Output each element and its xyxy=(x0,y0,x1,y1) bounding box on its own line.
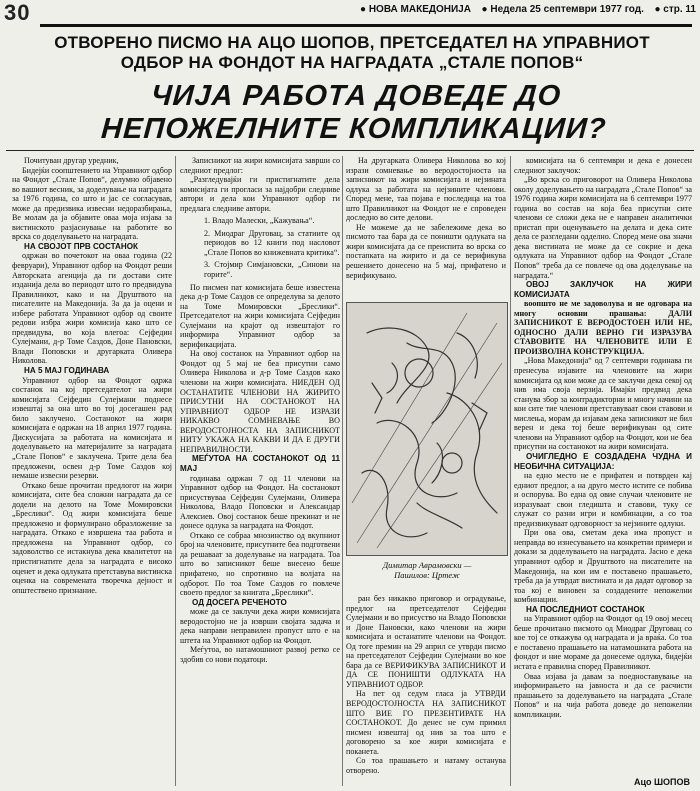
list-item: 3. Стојмир Симјановски, „Синови на горите“. xyxy=(204,260,340,280)
subheading: НА СВОЈОТ ПРВ СОСТАНОК xyxy=(24,241,138,251)
paragraph: Со тоа прашањето и натаму останува отворено. xyxy=(346,756,506,775)
author-signature: Ацо ШОПОВ xyxy=(633,777,690,787)
paragraph: годинава одржан 7 од 11 членови на Управниот одбор на Фондот. На состанокот присуствуваа Сејфедин Сулејмани, Оливера Николова, Владо Поповски и Александар Алексиев. Овој состанок беше прекинат и не донесе одлука за наградата на Фондот. xyxy=(180,473,340,531)
column-divider xyxy=(342,156,343,786)
column-divider xyxy=(510,156,511,786)
list-item: 1. Владо Малески, „Кажувања“. xyxy=(204,216,315,226)
page-number: 30 xyxy=(4,0,31,25)
paragraph: „Во врска со приговорот на Оливера Николова околу доделувањето на наградата „Стале Попов“ за 1976 година жири комисијата на 6 септември 1977 година во состав на која беа присутни сите членови се сложи дека не е направен аналитички пристап при оценувањето на делата и дека сите дела се разгледани одделно. Според мене ова значи дека вистината не може да се сокрие и дека одлуката на Управниот одбор на Фондот „Стале Попов“ треба да се повлече од ова доделување на наградата.“ xyxy=(514,175,692,280)
list-item: 2. Миодраг Друговац, за статиите од периодов во 12 книги под насловот „Стале Попов во книжевната критика“. xyxy=(204,228,340,257)
paragraph: воопшто не ме задоволува и не одговара на многу основни прашања: ДАЛИ ЗАПИСНИКОТ Е ВЕРОДОСТОЕН ИЛИ НЕ, ОДНОСНО ДАЛИ ВЕРНО ГИ ИЗРАЗУВА СТАВОВИТЕ НА ЧЛЕНОВИТЕ ИЛИ Е ПРОИЗВОЛНА КОНСТРУКЦИЈА. xyxy=(514,299,692,356)
paragraph: Меѓутоа, во натамошниот развој ретко се здобив со нови податоци. xyxy=(180,645,340,664)
paragraph: На овој состанок на Управниот одбор на Фондот од 5 мај не беа присутни само Оливера Николова и д-р Томе Саздов како членови на жири комисијата. НИЕДЕН ОД ОСТАНАТИТЕ ЧЛЕНОВИ НА ЖИРИТО ПРИСУТНИ НА СОСТАНОКОТ НА УПРАВНИОТ ОДБОР НЕ ИЗРАЗИ НИКАКВО СОМНЕВАЊЕ ВО ВЕРОДОСТОЈНОСТА НА ЗАПИСНИКОТ НИТУ УКАЖА НА КАКВИ И ДА Е ДРУГИ НЕПРАВИЛНОСТИ. xyxy=(180,349,340,454)
paragraph: Оваа изјава ја давам за поедноставување на информирањето на јавноста и да се расчисти прашањето за доделувањето на наградата „Стале Попов“ и на чија работа доведе до непожелни компликации. xyxy=(514,671,692,719)
subheading: ОВОЈ ЗАКЛУЧОК НА ЖИРИ КОМИСИЈАТА xyxy=(514,280,692,299)
paragraph: Не можеме да не забележиме дека во писмото таа бара да се поништи одлуката на жири комисијата да се преиспита во врска со постапката на жирито и да се верификува решението донесено на 5 мај, прифатено и верификувано. xyxy=(346,222,506,280)
subheading: ОД ДОСЕГА РЕЧЕНОТО xyxy=(192,597,287,607)
newspaper-name: ● НОВА МАКЕДОНИЈА xyxy=(360,4,471,15)
illustration-drawing xyxy=(346,302,508,556)
subheading: МЕЃУТОА НА СОСТАНОКОТ ОД 11 МАЈ xyxy=(180,454,340,473)
title-rule xyxy=(6,150,694,151)
caption-line: Пашилов: Цртеж xyxy=(394,570,460,580)
column-divider xyxy=(175,156,176,786)
column-3-bottom xyxy=(346,594,506,788)
paragraph: „Нова Македонија“ од 7 септември годинава ги пренесува изјавите на членовите на жири комисијата од кои може да се заклучи дека секој од нив има своја верзија. Имајќи предвид дека станува збор за контрадикторни и многу начини на кои сите тие членови претставуваат свои ставови и мислења, морам да изјавам дека записникот не бил верен и дека тој беше верификуван од сите членови на Управниот одбор на Фондот, кои не беа присутни на состанокот на жири комисијата. xyxy=(514,356,692,452)
article-subtitle: ОТВОРЕНО ПИСМО НА АЦО ШОПОВ, ПРЕТСЕДАТЕЛ НА УПРАВНИОТ ОДБОР НА ФОНДОТ НА НАГРАДАТА „СТАЛЕ ПОПОВ“ xyxy=(54,33,650,72)
column-4 xyxy=(514,156,692,774)
greeting: Почитуван другар уредник, xyxy=(24,156,119,165)
sketch-image xyxy=(347,303,507,555)
column-2 xyxy=(180,156,340,788)
paragraph: Записникот на жири комисијата заврши со следниот предлог: xyxy=(180,156,340,175)
paragraph: ран без никакво приговор и оградување, предлог на претседателот Сејфедин Сулејмани и во присуство на Владо Поповски и Доне Пановски, како членови на жири комисијата и останатите членови на Фондот. Од тоге премин на 29 април се утврди писмо на претседателот Сејфедин Сулејмани во кое бара да се ВЕРИФИКУВА ЗАПИСНИКОТ И ДА СЕ ПОНИШТИ ОДЛУКАТА НА УПРАВНИОТ ОДБОР. xyxy=(346,594,506,689)
issue-date: ● Недела 25 септември 1977 год. xyxy=(481,4,644,15)
paragraph: На пет од седум гласа ја УТВРДИ ВЕРОДОСТОЈНОСТА НА ЗАПИСНИКОТ ШТО ВИЕ ГО ПРЕЗЕНТИРАТЕ НА СОСТАНОКОТ. До денес не сум примил писмен извештај од нив за тоа што е договорено за кое жири комисијата е поканета. xyxy=(346,689,506,756)
masthead xyxy=(360,4,696,15)
subheading: НА 5 МАЈ ГОДИНАВА xyxy=(24,366,110,376)
page-label: ● стр. 11 xyxy=(654,4,696,15)
paragraph: Управниот одбор на Фондот одржа состанок на кој претседателот на жири комисијата Сејфедин Сулејмани поднесе извештај за она што во тој досегашен рад било заклучено. Состанокот на жири комисијата е одржан на 18 април 1977 година. Дискусијата за работата на комисијата и доделувањето на материјалите за наградата „Стале Попов“ е заклучена. Трите дела беа предложени, освен д-р Томе Саздов кој немаше извесни резерви. xyxy=(12,375,172,481)
paragraph: Откако беше прочитан предлогот на жири комисијата, сите беа сложни наградата да се додели на делото на Томе Момировски „Бреслики“. Од жири комисијата беше предложено и формулирано образложение за наградата. Откако е извршена таа работа и предложена на Управниот одбор, со задоволство се истакнува дека квалитетот на пристигнатите дела за наградата е високо оценет и дека одлуката претставува вистинска оценка на современата творечка дејност и општествено признание. xyxy=(12,480,172,595)
paragraph: на Управниот одбор на Фондот од 19 овој месец беше прочитано писмото од Миодраг Друговац со кое тој се откажува од наградата и ја враќа. Со тоа е поставено прашањето на натамошната работа на фондот и ние мораме да донесеме одлука, бидејќи истата е правилна според Правилникот. xyxy=(514,614,692,671)
subheading: ОЧИГЛЕДНО Е СОЗДАДЕНА ЧУДНА И НЕОБИЧНА СИТУАЦИЈА: xyxy=(514,451,692,471)
header-rule xyxy=(40,24,692,27)
column-1 xyxy=(12,156,172,788)
subheading: НА ПОСЛЕДНИОТ СОСТАНОК xyxy=(526,604,645,614)
article-title: ЧИЈА РАБОТА ДОВЕДЕ ДО НЕПОЖЕЛНИТЕ КОМПЛИКАЦИИ? xyxy=(100,80,608,145)
illustration-caption xyxy=(346,560,508,580)
paragraph: „Разгледувајќи ги пристигнатите дела комисијата ги прогласи за најдобри следниве автори и дела кои Управниот одбор ги предлага следниве автори. xyxy=(180,175,340,213)
paragraph: на едно место не е прифатен и потврден кај едниот предлог, а на друго место истите се побива и оспорува. Во една од овие случаи членовите не изразуваат свои гледишта и ставови, туку се служат со разни игри и комбинации, а со тоа предизвикуваат одговорност за нејзините одлуки. xyxy=(514,471,692,528)
paragraph: одржан во почетокот на оваа година (22 февруари), Управниот одбор на Фондот реши Авторската агенција да ги достави сите изданија дела во периодот што го предвидува Правилникот, како и на Друштвото на писателите на Македонија. За да ја оцени и избере работата Управниот одбор од своите редови избра жири комисија како што се предвидува, во која влегоа: Сејфедин Сулејмани, д-р Томе Саздов, Доне Пановски, Влади Поповски и другарката Оливера Николова. xyxy=(12,251,172,366)
paragraph: При ова ова, сметам дека има пропуст и неправда во изнесувањето на конкретни примери и докази за доделувањето на наградата. Јасно е дека управниот одбор и Друштвото на писателите на Македонија, на кои им е поставено прашањето, треба да ја утврдат вистината и да дадат одговор за тоа кој е виновен за создадените непожелни комбинации. xyxy=(514,528,692,605)
caption-line: Димитар Аврамовски — xyxy=(382,560,472,570)
paragraph: Бидејќи соопштението на Управниот одбор на Фондот „Стале Попов“, делумно објавено во вашиот весник, за доделување на наградата за 1976 година, со што и јас се согласував, може да предизвика извесни недоразбирања, Ве молам да ја објавите оваа моја изјава за вистинското разјаснување на работите во врска со доделувањето на наградата. xyxy=(12,165,172,242)
paragraph: По писмен пат комисијата беше известена дека д-р Томе Саздов се определува за делото на Томе Момировски „Бреслики“. Претседателот на жири комисијата Сејфедин Сулејмани на крајот од извештајот го информира Управниот одбор за верификацијата. xyxy=(180,282,340,349)
paragraph: може да се заклучи дека жири комисијата веродостојно не ја изврши својата задача и дека направи неправилен пропуст што е на штета на Управниот одбор на Фондот. xyxy=(180,607,340,645)
column-3-top xyxy=(346,156,506,298)
paragraph: комисијата на 6 септември и дека е донесен следниот заклучок: xyxy=(514,156,692,175)
paragraph: На другарката Оливера Николова во кој изрази сомневање во веродостојноста на записникот на жири комисијата и нејзината одлука за работата на нејзините членови. Според мене, таа појава е последица на тоа што Правилникот на Фондот не е спроведен доследно во сите делови. xyxy=(346,156,506,223)
paragraph: Откако се собраа мнозинство од вкупниот број на членовите, присутните беа подготвени да решаваат за доделување на наградата. Тоа што во записникот беше внесено беше прифатено, но спротивно на волјата на одборот. По тоа Томе Саздов го повлече своето предлог за книгата „Бреслики“. xyxy=(180,530,340,598)
